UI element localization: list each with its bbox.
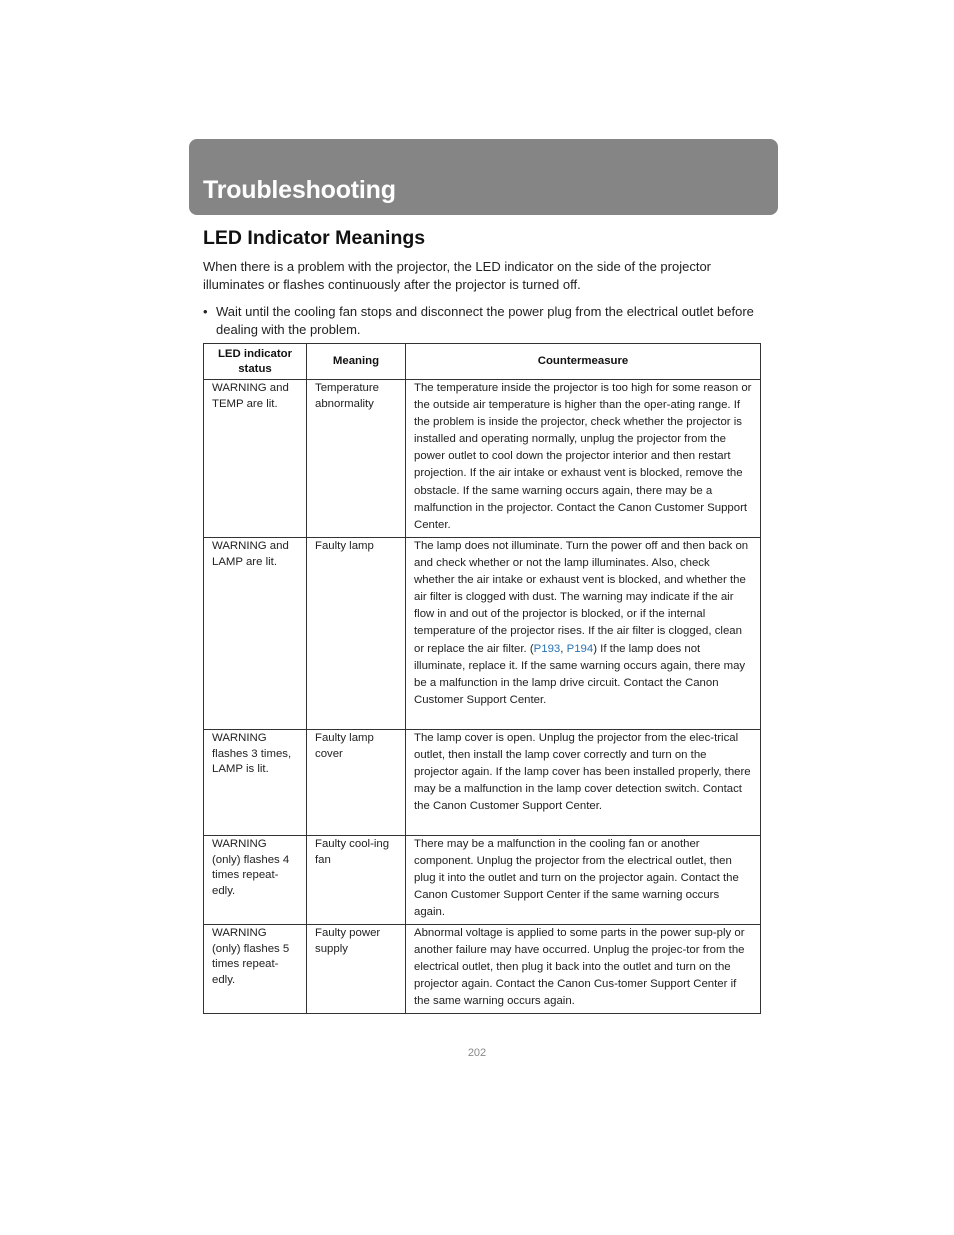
table-row — [204, 925, 761, 1014]
page-link-p194[interactable]: P194 — [566, 642, 594, 655]
countermeasure-text-after: ) If the lamp does not illuminate, replace it. If the same warning occurs again, there may be a malfunction in the lamp drive circuit. Contact the Canon Customer Support Center. — [414, 642, 746, 706]
led-status-cell: WARNING (only) flashes 5 times repeat-edly. — [204, 925, 307, 1014]
countermeasure-cell — [406, 538, 761, 730]
title-banner — [189, 139, 778, 215]
table-row — [204, 730, 761, 836]
led-indicator-table — [203, 343, 761, 1014]
countermeasure-cell: There may be a malfunction in the cooling fan or another component. Unplug the projector from the electrical outlet, then plug it into the outlet and turn on the projector again. Contact the Canon Customer Support Center if the same warning occurs again. — [406, 836, 761, 925]
meaning-cell: Faulty power supply — [307, 925, 406, 1014]
countermeasure-text-before: The lamp does not illuminate. Turn the power off and then back on and check whether or not the lamp illuminates. Also, check whether the air intake or exhaust vent is blocked, and whether the air filter is clogged with dust. The warning may indicate if the air flow in and out of the projector is blocked, or if the internal temperature of the projector rises. If the air filter is clogged, clean or replace the air filter. ( — [414, 540, 749, 655]
intro-paragraph: When there is a problem with the projector, the LED indicator on the side of the projector illuminates or flashes continuously after the projector is turned off. — [203, 259, 711, 292]
bullet-icon: • — [203, 304, 208, 319]
note-item — [203, 303, 763, 338]
table-row — [204, 380, 761, 538]
header-countermeasure: Countermeasure — [406, 344, 761, 380]
table-row — [204, 538, 761, 730]
led-status-cell: WARNING flashes 3 times, LAMP is lit. — [204, 730, 307, 836]
note-list — [203, 303, 763, 338]
header-meaning: Meaning — [307, 344, 406, 380]
meaning-cell: Temperature abnormality — [307, 380, 406, 538]
section-heading: LED Indicator Meanings — [203, 227, 426, 249]
page-link-p193[interactable]: P193 — [533, 642, 561, 655]
countermeasure-cell: The lamp cover is open. Unplug the projector from the elec-trical outlet, then install the lamp cover correctly and turn on the projector again. If the lamp cover has been installed properly, there may be a malfunction in the lamp cover detection switch. Contact the Canon Customer Support Center. — [406, 730, 761, 836]
page-title: Troubleshooting — [203, 176, 396, 204]
led-status-cell: WARNING (only) flashes 4 times repeat-edly. — [204, 836, 307, 925]
countermeasure-cell: The temperature inside the projector is too high for some reason or the outside air temperature is higher than the oper-ating range. If the problem is inside the projector, check whether the projector is installed and operating normally, unplug the projector from the power outlet to cool down the projector interior and then restart projection. If the air intake or exhaust vent is blocked, remove the obstacle. If the same warning occurs again, there may be a malfunction in the projector. Contact the Canon Customer Support Center. — [406, 380, 761, 538]
led-status-cell: WARNING and LAMP are lit. — [204, 538, 307, 730]
table-header-row — [204, 344, 761, 380]
meaning-cell: Faulty lamp — [307, 538, 406, 730]
meaning-cell: Faulty lamp cover — [307, 730, 406, 836]
meaning-cell: Faulty cool-ing fan — [307, 836, 406, 925]
link-separator: , — [560, 642, 567, 655]
page-number: 202 — [467, 1047, 487, 1059]
table-row — [204, 836, 761, 925]
countermeasure-cell: Abnormal voltage is applied to some parts in the power sup-ply or another failure may have occurred. Unplug the projec-tor from the electrical outlet, then plug it back into the outlet and turn on the projector again. Contact the Canon Cus-tomer Support Center if the same warning occurs again. — [406, 925, 761, 1014]
header-led-status: LED indicator status — [204, 344, 307, 380]
led-status-cell: WARNING and TEMP are lit. — [204, 380, 307, 538]
note-text: Wait until the cooling fan stops and disconnect the power plug from the electrical outlet before dealing with the problem. — [216, 304, 754, 337]
